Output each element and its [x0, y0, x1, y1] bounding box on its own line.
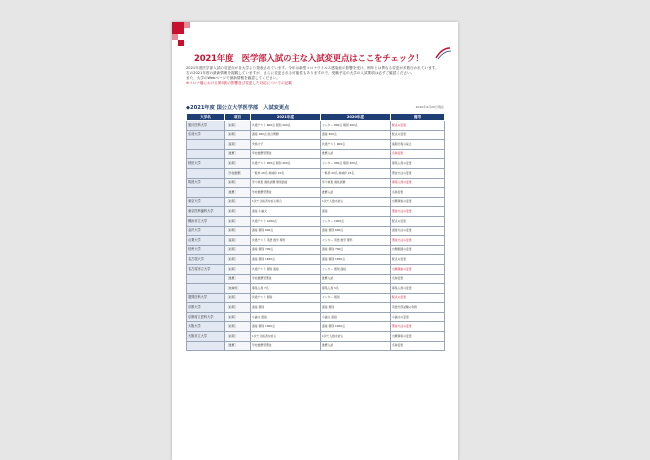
table-cell-item: ［後期］	[225, 140, 251, 150]
table-cell-memo: 英語外部試験の利用	[391, 303, 445, 313]
table-cell-y2021: 面接 180点 総合問題	[251, 130, 321, 140]
table-cell-univ: 金沢大学	[187, 226, 225, 236]
table-cell-item: ［推薦］	[225, 274, 251, 284]
table-row	[187, 168, 445, 178]
table-cell-y2020: センター 個別	[321, 293, 391, 303]
table-cell-univ: 弘前大学	[187, 130, 225, 140]
table-cell-y2021: 学校推薦型選抜	[251, 274, 321, 284]
table-cell-y2020: センター 800点 個別 200点	[321, 121, 391, 131]
column-header: 2021年度	[251, 114, 321, 121]
table-row	[187, 178, 445, 188]
table-cell-univ	[187, 284, 225, 294]
table-cell-y2021: 共通テスト 個別	[251, 293, 321, 303]
table-row	[187, 226, 445, 236]
table-cell-y2020: 小論文 面接	[321, 312, 391, 322]
table-cell-memo: 選抜方法の変更	[391, 322, 445, 332]
table-cell-item: ［前期］	[225, 322, 251, 332]
table-cell-y2020: センター 1000点	[321, 216, 391, 226]
table-row	[187, 255, 445, 265]
table-row	[187, 140, 445, 150]
table-cell-y2021: 面接 個別	[251, 303, 321, 313]
date-note: 2020年9月20日現在	[415, 105, 444, 109]
column-header: 大学名	[187, 114, 225, 121]
table-cell-item: ［前期］	[225, 312, 251, 322]
corner-decoration	[178, 40, 184, 46]
table-cell-y2020: 面接 個別 1000点	[321, 322, 391, 332]
table-row	[187, 207, 445, 217]
table-cell-memo: 配点の変更	[391, 130, 445, 140]
table-cell-y2020: センター 英語 数学 理科	[321, 236, 391, 246]
table-cell-memo: 配点の変更	[391, 121, 445, 131]
table-cell-item: ［学校推薦］	[225, 168, 251, 178]
corner-decoration	[172, 22, 184, 34]
table-cell-memo: 名称変更	[391, 188, 445, 198]
table-cell-y2020: 面接 200点	[321, 130, 391, 140]
table-cell-y2021: 実施せず	[251, 140, 321, 150]
table-cell-univ: 京都大学	[187, 303, 225, 313]
table-cell-univ: 山梨大学	[187, 236, 225, 246]
table-cell-item: ［前期］	[225, 264, 251, 274]
table-row	[187, 322, 445, 332]
table-cell-item: ［前期］	[225, 197, 251, 207]
table-cell-item: ［前期］	[225, 303, 251, 313]
table-row	[187, 149, 445, 159]
table-row	[187, 293, 445, 303]
table-cell-univ: 東京医科歯科大学	[187, 207, 225, 217]
table-cell-y2020: 面接 個別 700点	[321, 245, 391, 255]
table-row	[187, 341, 445, 351]
lead-line: 右の2021年度の最新情報を掲載していますが、さらに変更される可能性もありますので、受験予定の大学の入試要項は必ずご確認ください。	[186, 71, 415, 75]
table-cell-item: ［前期］	[225, 130, 251, 140]
table-cell-y2021: 学校推薦型選抜	[251, 149, 321, 159]
table-cell-y2021: 1次で合格者を絞る場合	[251, 197, 321, 207]
table-cell-univ	[187, 188, 225, 198]
lead-line: 2021年度医学部入試の変更点が各大学より発表されています。今年は新型コロナウイルス感染症の影響を受け、例年とは異なる変更が多数行われています。	[186, 66, 439, 70]
table-cell-y2020: 学力検査 適性試験	[321, 178, 391, 188]
table-cell-y2021: 共通テスト 900点 個別 400点	[251, 159, 321, 169]
table-cell-item: ［前期］	[225, 245, 251, 255]
table-cell-item: ［前期］	[225, 121, 251, 131]
table-cell-y2020: 面接	[321, 207, 391, 217]
table-cell-univ	[187, 274, 225, 284]
table-cell-memo: 配点の変更	[391, 255, 445, 265]
table-cell-y2021: 一般枠 20名 地域枠 20名	[251, 168, 321, 178]
table-cell-memo: 配点の変更	[391, 216, 445, 226]
table-cell-item: ［前期］	[225, 226, 251, 236]
lead-line: また、大学のWebページで最新情報を確認してください。	[186, 76, 281, 80]
table-row	[187, 130, 445, 140]
table-cell-memo: 名称変更	[391, 149, 445, 159]
table-cell-univ	[187, 168, 225, 178]
table-cell-y2021: 小論文 面接	[251, 312, 321, 322]
table-cell-item: ［前期］	[225, 293, 251, 303]
table-cell-univ: 東京大学	[187, 197, 225, 207]
section-title: ◆2021年度 国公立大学医学部 入試変更点	[186, 105, 290, 111]
table-cell-item: ［後期］	[225, 236, 251, 246]
table-row	[187, 264, 445, 274]
table-cell-item: ［前期］	[225, 332, 251, 342]
table-row	[187, 159, 445, 169]
table-cell-memo: 選抜方法の変更	[391, 207, 445, 217]
column-header: 項目	[225, 114, 251, 121]
table-cell-univ: 秋田大学	[187, 159, 225, 169]
table-cell-y2020: 募集人員 5名	[321, 284, 391, 294]
table-cell-memo: 名称変更	[391, 341, 445, 351]
column-header: 2020年度	[321, 114, 391, 121]
table-cell-y2021: 学校推薦型選抜	[251, 188, 321, 198]
table-cell-y2020: 推薦入試	[321, 274, 391, 284]
table-cell-y2021: 共通テスト 800点 個別 200点	[251, 121, 321, 131]
table-cell-univ	[187, 341, 225, 351]
table-row	[187, 197, 445, 207]
table-cell-y2020: センター 900点 個別 400点	[321, 159, 391, 169]
table-cell-univ: 大阪市立大学	[187, 332, 225, 342]
table-cell-y2021: 学校推薦型選抜	[251, 341, 321, 351]
table-cell-item: ［前期］	[225, 216, 251, 226]
table-row	[187, 216, 445, 226]
table-cell-memo: 募集人員の変更	[391, 159, 445, 169]
table-cell-univ: 横浜市立大学	[187, 216, 225, 226]
table-cell-item: ［推薦］	[225, 149, 251, 159]
table-cell-item: ［前期］	[225, 178, 251, 188]
table-cell-y2021: 共通テスト 個別 面接	[251, 264, 321, 274]
table-cell-item: ［推薦］	[225, 188, 251, 198]
table-row	[187, 332, 445, 342]
table-cell-y2021: 面接 個別 600点	[251, 226, 321, 236]
table-cell-memo: 後期日程の廃止	[391, 140, 445, 150]
table-cell-y2021: 学力検査 適性試験 個別面接	[251, 178, 321, 188]
table-cell-univ: 名古屋市立大学	[187, 264, 225, 274]
table-cell-memo: 出願資格の変更	[391, 264, 445, 274]
table-row	[187, 236, 445, 246]
table-cell-memo: 出題範囲の変更	[391, 245, 445, 255]
table-row	[187, 312, 445, 322]
table-cell-item: ［地域枠］	[225, 284, 251, 294]
table-row	[187, 284, 445, 294]
column-header: 備考	[391, 114, 445, 121]
table-cell-y2020: 推薦入試	[321, 341, 391, 351]
table-cell-memo: 配点の変更	[391, 293, 445, 303]
document-page	[172, 22, 458, 460]
table-cell-univ: 京都府立医科大学	[187, 312, 225, 322]
table-cell-y2021: 面接 個別 1650点	[251, 255, 321, 265]
table-cell-y2020: 一般枠 20名 地域枠 25名	[321, 168, 391, 178]
table-cell-univ: 旭川医科大学	[187, 121, 225, 131]
table-cell-y2020: 1次で人数を絞る	[321, 197, 391, 207]
table-cell-y2021: 面接 個別 1000点	[251, 322, 321, 332]
swoosh-icon	[434, 46, 452, 60]
table-cell-univ: 信州大学	[187, 245, 225, 255]
table-cell-univ: 名古屋大学	[187, 255, 225, 265]
table-cell-item: ［前期］	[225, 159, 251, 169]
table-cell-memo: 出願資格の変更	[391, 332, 445, 342]
table-cell-y2021: 1次で合格者を絞る	[251, 332, 321, 342]
table-cell-y2020: センター 個別 面接	[321, 264, 391, 274]
table-cell-memo: 小論文の変更	[391, 312, 445, 322]
table-cell-y2021: 共通テスト 1000点	[251, 216, 321, 226]
lead-highlight: ※コロナ禍における第3波の影響及び変更した対応についての記載	[186, 81, 292, 85]
table-cell-memo: 名称変更	[391, 274, 445, 284]
table-header-row	[187, 114, 445, 121]
table-cell-memo: 出願資格の変更	[391, 197, 445, 207]
table-cell-y2021: 面接 個別 700点	[251, 245, 321, 255]
table-cell-univ	[187, 140, 225, 150]
table-cell-univ: 大阪大学	[187, 322, 225, 332]
table-cell-y2021: 募集人員 7名	[251, 284, 321, 294]
table-cell-y2020: 面接 個別 600点	[321, 226, 391, 236]
changes-table	[186, 113, 445, 351]
table-row	[187, 121, 445, 131]
table-cell-memo: 選抜方法の変更	[391, 168, 445, 178]
page-title: 2021年度 医学部入試の主な入試変更点はここをチェック！	[194, 53, 424, 63]
table-cell-univ	[187, 149, 225, 159]
table-cell-univ: 滋賀医科大学	[187, 293, 225, 303]
table-cell-y2020: 1次で人数を絞る	[321, 332, 391, 342]
table-cell-y2020: 面接 個別	[321, 303, 391, 313]
table-cell-memo: 選抜方法の変更	[391, 236, 445, 246]
corner-decoration	[184, 22, 190, 28]
table-cell-memo: 募集人員の変更	[391, 178, 445, 188]
table-row	[187, 188, 445, 198]
table-cell-univ: 筑波大学	[187, 178, 225, 188]
table-row	[187, 245, 445, 255]
table-cell-y2020: 推薦入試	[321, 149, 391, 159]
table-cell-memo: 面接方法の変更	[391, 226, 445, 236]
table-cell-y2020: 推薦入試	[321, 188, 391, 198]
table-cell-y2020: 共通テスト 900点	[321, 140, 391, 150]
section-header	[186, 104, 444, 112]
table-row	[187, 274, 445, 284]
table-cell-y2020: 面接 個別 1650点	[321, 255, 391, 265]
table-cell-item: ［前期］	[225, 255, 251, 265]
table-cell-item: ［推薦］	[225, 341, 251, 351]
table-cell-y2021: 共通テスト 英語 数学 理科	[251, 236, 321, 246]
table-cell-memo: 募集人員の変更	[391, 284, 445, 294]
table-cell-item: ［前期］	[225, 207, 251, 217]
lead-paragraph	[186, 66, 444, 86]
table-cell-y2021: 面接 小論文	[251, 207, 321, 217]
table-row	[187, 303, 445, 313]
